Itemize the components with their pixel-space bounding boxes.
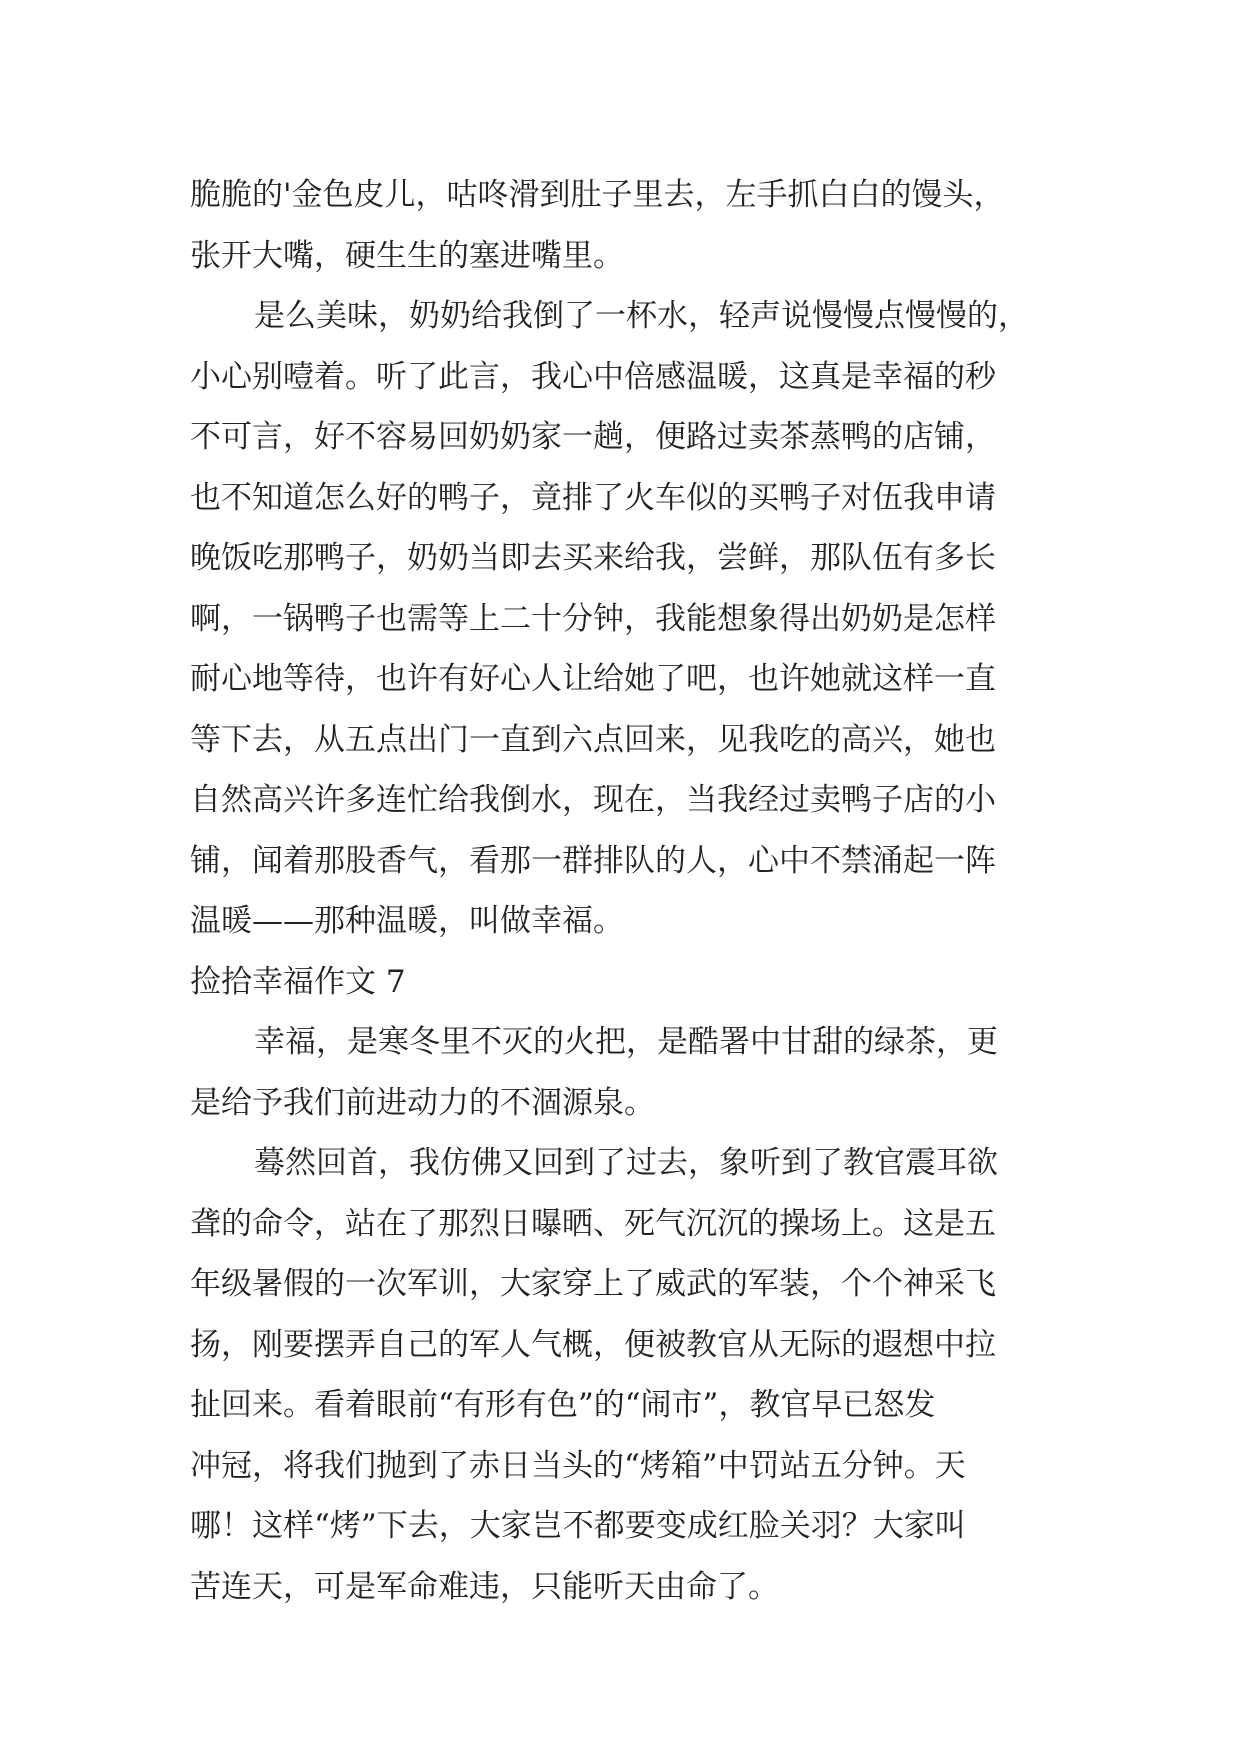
paragraph-line: 哪！这样“烤”下去，大家岂不都要变成红脸关羽？大家叫 — [190, 1508, 966, 1544]
paragraph-line: 扯回来。看着眼前“有形有色”的“闹市”，教官早已怒发 — [190, 1387, 936, 1423]
section-heading: 捡拾幸福作文 7 — [190, 963, 406, 1000]
paragraph-line: 张开大嘴，硬生生的塞进嘴里。 — [190, 237, 624, 274]
paragraph-line: 不可言，好不容易回奶奶家一趟，便路过卖茶蒸鸭的店铺， — [190, 419, 996, 455]
paragraph-line: 等下去，从五点出门一直到六点回来，见我吃的高兴，她也 — [190, 721, 996, 758]
paragraph-line: 啊，一锅鸭子也需等上二十分钟，我能想象得出奶奶是怎样 — [190, 600, 996, 637]
paragraph-line: 温暖——那种温暖，叫做幸福。 — [190, 903, 624, 939]
paragraph-line: 铺，闻着那股香气，看那一群排队的人，心中不禁涌起一阵 — [190, 842, 996, 879]
paragraph-line: 脆脆的'金色皮儿，咕咚滑到肚子里去，左手抓白白的馒头， — [190, 177, 1005, 213]
paragraph-line: 是么美味，奶奶给我倒了一杯水，轻声说慢慢点慢慢的， — [254, 298, 1029, 334]
paragraph-line: 也不知道怎么好的鸭子，竟排了火车似的买鸭子对伍我申请 — [190, 479, 996, 516]
paragraph-line: 幸福，是寒冬里不灭的火把，是酷署中甘甜的绿茶，更 — [254, 1024, 998, 1060]
paragraph-line: 耐心地等待，也许有好心人让给她了吧，也许她就这样一直 — [190, 661, 996, 697]
document-body — [190, 165, 1050, 1617]
paragraph-line: 苦连天，可是军命难违，只能听天由命了。 — [190, 1568, 779, 1605]
paragraph-line: 是给予我们前进动力的不涸源泉。 — [190, 1084, 655, 1121]
paragraph-line: 年级暑假的一次军训，大家穿上了威武的军装，个个神采飞 — [190, 1266, 996, 1302]
paragraph-line: 扬，刚要摆弄自己的军人气概，便被教官从无际的遐想中拉 — [190, 1326, 996, 1363]
paragraph-line: 晚饭吃那鸭子，奶奶当即去买来给我，尝鲜，那队伍有多长 — [190, 540, 996, 576]
paragraph-line: 蓦然回首，我仿佛又回到了过去，象听到了教官震耳欲 — [254, 1145, 998, 1181]
paragraph-line: 小心别噎着。听了此言，我心中倍感温暖，这真是幸福的秒 — [190, 358, 996, 395]
paragraph-line: 自然高兴许多连忙给我倒水，现在，当我经过卖鸭子店的小 — [190, 782, 996, 818]
paragraph-line: 聋的命令，站在了那烈日曝晒、死气沉沉的操场上。这是五 — [190, 1205, 996, 1242]
paragraph-line: 冲冠，将我们抛到了赤日当头的“烤箱”中罚站五分钟。天 — [190, 1447, 966, 1484]
